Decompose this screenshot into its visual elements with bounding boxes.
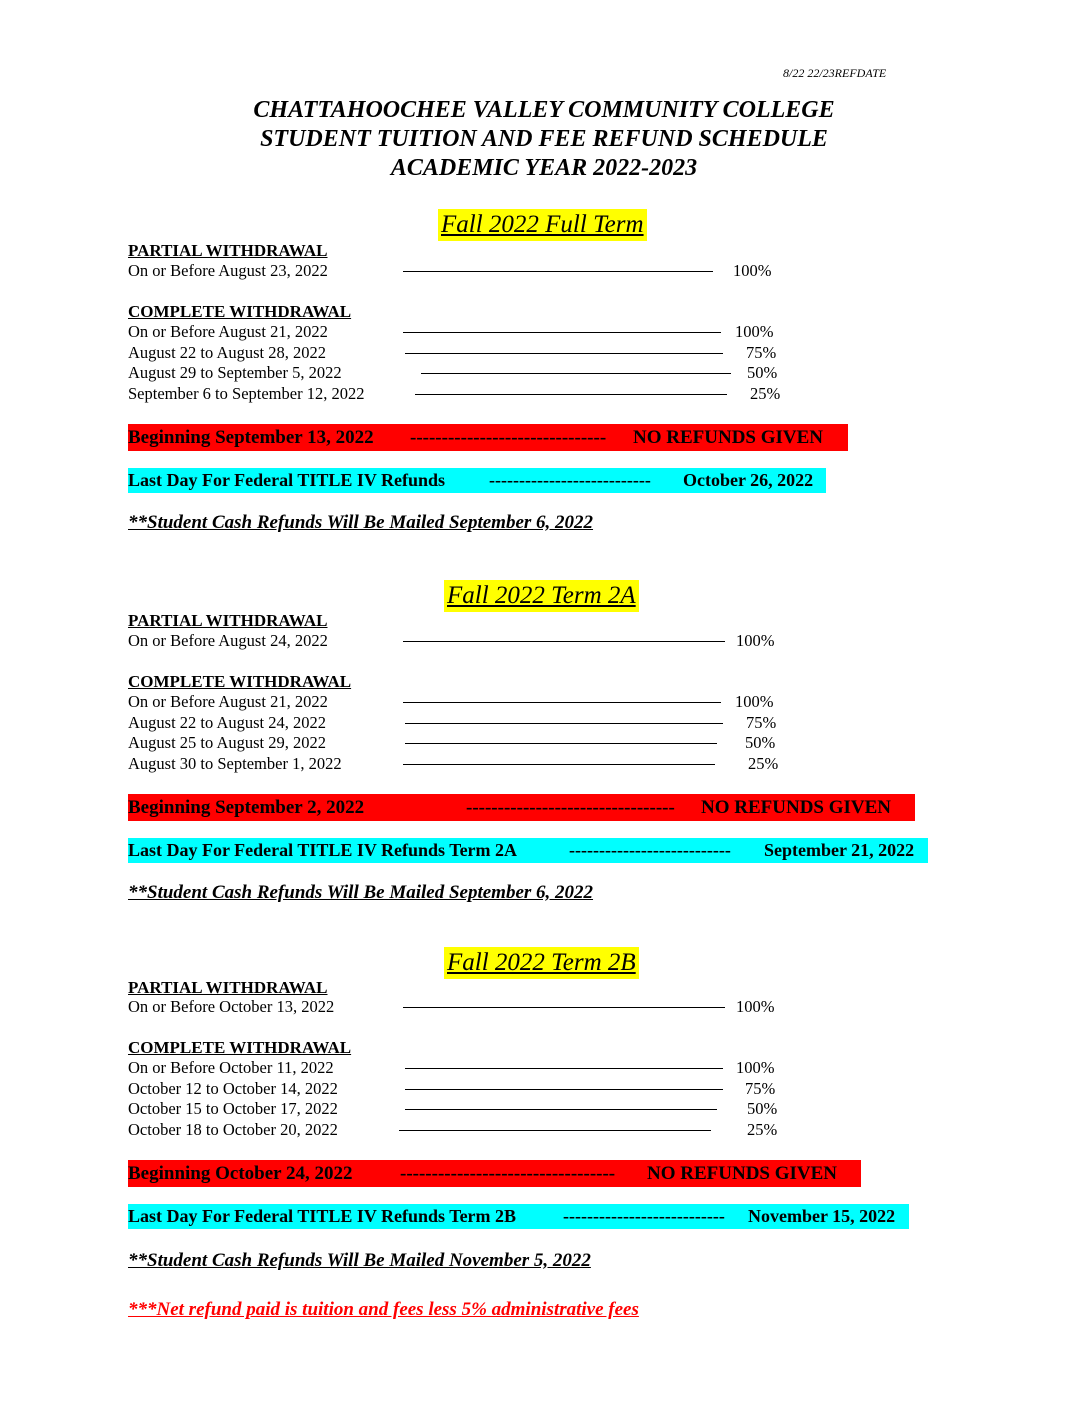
no-refunds-start-label: Beginning September 13, 2022: [128, 427, 374, 448]
refund-row-percent: 75%: [746, 343, 777, 362]
refund-row-percent: 100%: [733, 261, 772, 280]
cash-refund-note: **Student Cash Refunds Will Be Mailed September 6, 2022: [128, 512, 594, 533]
refund-row-date: On or Before October 11, 2022: [128, 1058, 334, 1077]
leader-line: [403, 702, 721, 703]
refund-row-date: October 18 to October 20, 2022: [128, 1120, 338, 1139]
refund-row-percent: 25%: [747, 1120, 778, 1139]
refund-row-percent: 50%: [745, 733, 776, 752]
no-refunds-banner: [128, 424, 848, 451]
partial-withdrawal-heading: PARTIAL WITHDRAWAL: [128, 978, 328, 997]
refund-row-date: September 6 to September 12, 2022: [128, 384, 365, 403]
title-iv-dashes: ---------------------------: [569, 840, 731, 860]
leader-line: [415, 394, 727, 395]
leader-line: [403, 332, 721, 333]
net-refund-note: ***Net refund paid is tuition and fees less 5% administrative fees: [128, 1299, 639, 1320]
refund-row-date: On or Before August 23, 2022: [128, 261, 328, 280]
title-iv-banner: [128, 468, 826, 493]
college-name-heading: CHATTAHOOCHEE VALLEY COMMUNITY COLLEGE: [253, 97, 835, 123]
term-title-2a: Fall 2022 Term 2A: [444, 580, 639, 612]
refund-row-percent: 75%: [745, 1079, 776, 1098]
leader-line: [405, 743, 717, 744]
no-refunds-start-label: Beginning October 24, 2022: [128, 1163, 353, 1184]
refund-row-percent: 50%: [747, 363, 778, 382]
leader-line: [403, 641, 725, 642]
no-refunds-text: NO REFUNDS GIVEN: [701, 797, 892, 818]
complete-withdrawal-heading: COMPLETE WITHDRAWAL: [128, 1038, 352, 1057]
refund-row-percent: 25%: [748, 754, 779, 773]
title-iv-dashes: ---------------------------: [563, 1206, 725, 1226]
refund-row-date: On or Before August 21, 2022: [128, 322, 328, 341]
refund-row-percent: 75%: [746, 713, 777, 732]
refund-row-date: August 29 to September 5, 2022: [128, 363, 342, 382]
complete-withdrawal-heading: COMPLETE WITHDRAWAL: [128, 302, 352, 321]
refund-row-date: August 22 to August 28, 2022: [128, 343, 327, 362]
title-iv-label: Last Day For Federal TITLE IV Refunds Term 2A: [128, 840, 518, 860]
term-title-full-term: Fall 2022 Full Term: [438, 209, 647, 241]
title-iv-label: Last Day For Federal TITLE IV Refunds: [128, 470, 446, 490]
refund-row-percent: 100%: [736, 631, 775, 650]
title-iv-banner: [128, 838, 928, 863]
no-refunds-dashes: -------------------------------: [410, 427, 607, 448]
no-refunds-text: NO REFUNDS GIVEN: [633, 427, 824, 448]
term-title-2b: Fall 2022 Term 2B: [444, 947, 639, 979]
leader-line: [403, 764, 715, 765]
leader-line: [403, 271, 713, 272]
cash-refund-note: **Student Cash Refunds Will Be Mailed November 5, 2022: [128, 1250, 591, 1271]
no-refunds-dashes: ----------------------------------: [400, 1163, 616, 1184]
leader-line: [403, 1007, 725, 1008]
refund-row-date: August 30 to September 1, 2022: [128, 754, 342, 773]
no-refunds-text: NO REFUNDS GIVEN: [647, 1163, 838, 1184]
refund-row-date: October 15 to October 17, 2022: [128, 1099, 338, 1118]
refund-row-percent: 50%: [747, 1099, 778, 1118]
leader-line: [399, 1130, 711, 1131]
title-iv-banner: [128, 1204, 909, 1229]
leader-line: [421, 373, 731, 374]
partial-withdrawal-heading: PARTIAL WITHDRAWAL: [128, 611, 328, 630]
refund-row-percent: 100%: [736, 997, 775, 1016]
no-refunds-banner: [128, 1160, 861, 1187]
title-iv-date: October 26, 2022: [683, 470, 814, 490]
document-reference-code: 8/22 22/23REFDATE: [783, 66, 887, 80]
academic-year-heading: ACADEMIC YEAR 2022-2023: [390, 155, 698, 181]
refund-row-date: August 22 to August 24, 2022: [128, 713, 327, 732]
refund-row-date: On or Before August 21, 2022: [128, 692, 328, 711]
refund-row-percent: 100%: [735, 692, 774, 711]
refund-row-date: October 12 to October 14, 2022: [128, 1079, 338, 1098]
refund-row-percent: 25%: [750, 384, 781, 403]
leader-line: [405, 1089, 723, 1090]
no-refunds-start-label: Beginning September 2, 2022: [128, 797, 365, 818]
refund-row-date: On or Before August 24, 2022: [128, 631, 328, 650]
cash-refund-note: **Student Cash Refunds Will Be Mailed September 6, 2022: [128, 882, 594, 903]
leader-line: [405, 1109, 717, 1110]
title-iv-date: November 15, 2022: [748, 1206, 896, 1226]
title-iv-dashes: ---------------------------: [489, 470, 651, 490]
no-refunds-dashes: ---------------------------------: [466, 797, 675, 818]
refund-row-percent: 100%: [736, 1058, 775, 1077]
complete-withdrawal-heading: COMPLETE WITHDRAWAL: [128, 672, 352, 691]
refund-row-percent: 100%: [735, 322, 774, 341]
leader-line: [405, 1068, 723, 1069]
refund-row-date: August 25 to August 29, 2022: [128, 733, 327, 752]
leader-line: [405, 723, 723, 724]
partial-withdrawal-heading: PARTIAL WITHDRAWAL: [128, 241, 328, 260]
leader-line: [405, 353, 723, 354]
schedule-title-heading: STUDENT TUITION AND FEE REFUND SCHEDULE: [260, 126, 828, 152]
title-iv-date: September 21, 2022: [764, 840, 915, 860]
refund-row-date: On or Before October 13, 2022: [128, 997, 335, 1016]
no-refunds-banner: [128, 794, 915, 821]
title-iv-label: Last Day For Federal TITLE IV Refunds Term 2B: [128, 1206, 517, 1226]
